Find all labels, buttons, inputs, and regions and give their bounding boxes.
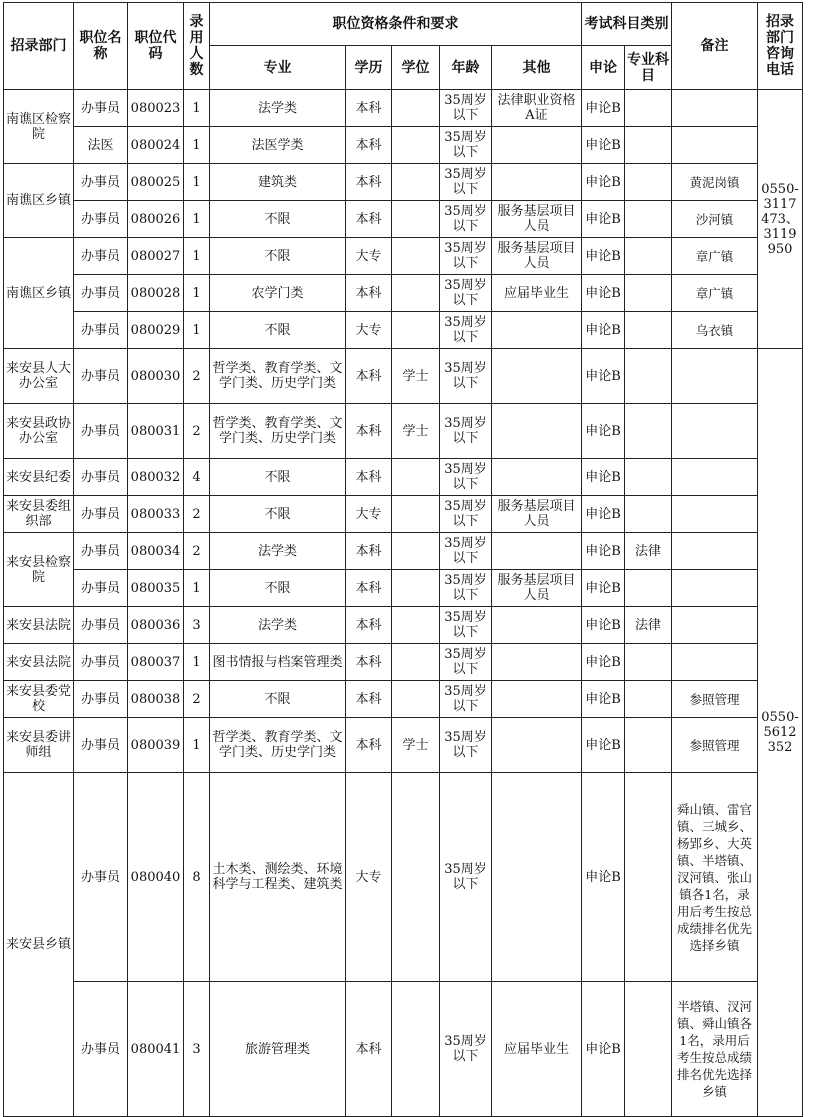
age-cell: 35周岁以下 (440, 570, 492, 607)
headcount-cell: 1 (184, 238, 210, 275)
other-cell (492, 644, 582, 681)
education-cell: 本科 (346, 275, 392, 312)
position-code-cell: 080033 (128, 496, 184, 533)
table-row (4, 275, 803, 312)
major-cell: 不限 (210, 496, 346, 533)
other-cell (492, 127, 582, 164)
age-cell: 35周岁以下 (440, 164, 492, 201)
remarks-cell (672, 90, 758, 127)
specialty-cell (625, 164, 672, 201)
headcount-cell: 3 (184, 607, 210, 644)
major-cell: 不限 (210, 570, 346, 607)
essay-cell: 申论B (582, 164, 625, 201)
headcount-cell: 1 (184, 718, 210, 773)
position-code-cell: 080031 (128, 404, 184, 459)
remarks-cell: 章广镇 (672, 238, 758, 275)
essay-cell: 申论B (582, 275, 625, 312)
headcount-cell: 2 (184, 349, 210, 404)
position-code-cell: 080026 (128, 201, 184, 238)
position-name-cell: 法医 (74, 127, 128, 164)
other-cell (492, 533, 582, 570)
other-cell: 应届毕业生 (492, 982, 582, 1117)
position-code-cell: 080041 (128, 982, 184, 1117)
position-name-cell: 办事员 (74, 201, 128, 238)
table-row (4, 312, 803, 349)
specialty-cell (625, 681, 672, 718)
table-row (4, 681, 803, 718)
position-name-cell: 办事员 (74, 644, 128, 681)
age-cell: 35周岁以下 (440, 90, 492, 127)
other-cell (492, 718, 582, 773)
age-cell: 35周岁以下 (440, 201, 492, 238)
age-cell: 35周岁以下 (440, 127, 492, 164)
degree-cell (392, 201, 440, 238)
age-cell: 35周岁以下 (440, 982, 492, 1117)
dept-cell: 来安县乡镇 (4, 773, 74, 1117)
age-cell: 35周岁以下 (440, 349, 492, 404)
other-cell (492, 312, 582, 349)
major-cell: 建筑类 (210, 164, 346, 201)
position-name-cell: 办事员 (74, 773, 128, 982)
other-cell: 应届毕业生 (492, 275, 582, 312)
degree-cell (392, 238, 440, 275)
other-cell (492, 164, 582, 201)
essay-cell: 申论B (582, 644, 625, 681)
header-qualifications: 职位资格条件和要求 (210, 3, 582, 46)
remarks-cell (672, 607, 758, 644)
degree-cell (392, 496, 440, 533)
position-name-cell: 办事员 (74, 404, 128, 459)
major-cell: 不限 (210, 238, 346, 275)
position-code-cell: 080034 (128, 533, 184, 570)
dept-cell: 南谯区检察院 (4, 90, 74, 164)
specialty-cell (625, 459, 672, 496)
essay-cell: 申论B (582, 773, 625, 982)
degree-cell (392, 570, 440, 607)
essay-cell: 申论B (582, 201, 625, 238)
degree-cell (392, 459, 440, 496)
remarks-cell: 乌衣镇 (672, 312, 758, 349)
specialty-cell (625, 201, 672, 238)
header-headcount: 录用人数 (184, 3, 210, 90)
degree-cell (392, 164, 440, 201)
education-cell: 本科 (346, 644, 392, 681)
education-cell: 本科 (346, 570, 392, 607)
position-name-cell: 办事员 (74, 681, 128, 718)
remarks-cell (672, 459, 758, 496)
essay-cell: 申论B (582, 533, 625, 570)
education-cell: 本科 (346, 681, 392, 718)
header-degree: 学位 (392, 46, 440, 90)
age-cell: 35周岁以下 (440, 312, 492, 349)
education-cell: 大专 (346, 773, 392, 982)
age-cell: 35周岁以下 (440, 644, 492, 681)
other-cell (492, 607, 582, 644)
headcount-cell: 1 (184, 275, 210, 312)
essay-cell: 申论B (582, 349, 625, 404)
headcount-cell: 3 (184, 982, 210, 1117)
remarks-cell (672, 570, 758, 607)
major-cell: 法医学类 (210, 127, 346, 164)
other-cell: 服务基层项目人员 (492, 496, 582, 533)
education-cell: 本科 (346, 90, 392, 127)
remarks-cell: 舜山镇、雷官镇、三城乡、杨郢乡、大英镇、半塔镇、汊河镇、张山镇各1名，录用后考生按总成绩排名优先选择乡镇 (672, 773, 758, 982)
age-cell: 35周岁以下 (440, 496, 492, 533)
header-contact-phone: 招录部门咨询电话 (758, 3, 803, 90)
position-code-cell: 080040 (128, 773, 184, 982)
header-dept: 招录部门 (4, 3, 74, 90)
position-code-cell: 080032 (128, 459, 184, 496)
position-name-cell: 办事员 (74, 459, 128, 496)
headcount-cell: 8 (184, 773, 210, 982)
position-name-cell: 办事员 (74, 238, 128, 275)
specialty-cell (625, 496, 672, 533)
position-code-cell: 080036 (128, 607, 184, 644)
essay-cell: 申论B (582, 607, 625, 644)
essay-cell: 申论B (582, 681, 625, 718)
other-cell: 服务基层项目人员 (492, 570, 582, 607)
table-row (4, 90, 803, 127)
major-cell: 法学类 (210, 90, 346, 127)
position-code-cell: 080028 (128, 275, 184, 312)
essay-cell: 申论B (582, 238, 625, 275)
table-row (4, 349, 803, 404)
major-cell: 不限 (210, 312, 346, 349)
degree-cell (392, 773, 440, 982)
other-cell (492, 459, 582, 496)
degree-cell (392, 607, 440, 644)
age-cell: 35周岁以下 (440, 533, 492, 570)
position-name-cell: 办事员 (74, 349, 128, 404)
dept-cell: 来安县委讲师组 (4, 718, 74, 773)
dept-cell: 来安县委组织部 (4, 496, 74, 533)
specialty-cell (625, 349, 672, 404)
education-cell: 本科 (346, 533, 392, 570)
age-cell: 35周岁以下 (440, 607, 492, 644)
remarks-cell (672, 644, 758, 681)
remarks-cell (672, 349, 758, 404)
dept-cell: 来安县人大办公室 (4, 349, 74, 404)
essay-cell: 申论B (582, 570, 625, 607)
position-name-cell: 办事员 (74, 496, 128, 533)
dept-cell: 来安县纪委 (4, 459, 74, 496)
specialty-cell (625, 238, 672, 275)
table-row (4, 718, 803, 773)
major-cell: 不限 (210, 459, 346, 496)
degree-cell (392, 533, 440, 570)
phone-cell: 0550-3117473、3119950 (758, 90, 803, 349)
major-cell: 农学门类 (210, 275, 346, 312)
remarks-cell: 章广镇 (672, 275, 758, 312)
header-exam-subjects: 考试科目类别 (582, 3, 672, 46)
dept-cell: 来安县政协办公室 (4, 404, 74, 459)
specialty-cell (625, 312, 672, 349)
major-cell: 法学类 (210, 607, 346, 644)
specialty-cell (625, 127, 672, 164)
specialty-cell: 法律 (625, 533, 672, 570)
specialty-cell (625, 570, 672, 607)
essay-cell: 申论B (582, 718, 625, 773)
headcount-cell: 1 (184, 127, 210, 164)
specialty-cell: 法律 (625, 607, 672, 644)
remarks-cell: 黄泥岗镇 (672, 164, 758, 201)
header-major: 专业 (210, 46, 346, 90)
specialty-cell (625, 718, 672, 773)
major-cell: 不限 (210, 681, 346, 718)
table-row (4, 570, 803, 607)
headcount-cell: 1 (184, 164, 210, 201)
specialty-cell (625, 644, 672, 681)
position-name-cell: 办事员 (74, 570, 128, 607)
specialty-cell (625, 404, 672, 459)
major-cell: 哲学类、教育学类、文学门类、历史学门类 (210, 349, 346, 404)
dept-cell: 来安县法院 (4, 644, 74, 681)
specialty-cell (625, 773, 672, 982)
essay-cell: 申论B (582, 90, 625, 127)
education-cell: 本科 (346, 349, 392, 404)
other-cell (492, 404, 582, 459)
headcount-cell: 1 (184, 644, 210, 681)
age-cell: 35周岁以下 (440, 718, 492, 773)
degree-cell: 学士 (392, 349, 440, 404)
major-cell: 法学类 (210, 533, 346, 570)
dept-cell: 来安县委党校 (4, 681, 74, 718)
age-cell: 35周岁以下 (440, 681, 492, 718)
education-cell: 大专 (346, 312, 392, 349)
table-row (4, 127, 803, 164)
education-cell: 本科 (346, 982, 392, 1117)
remarks-cell: 参照管理 (672, 681, 758, 718)
position-name-cell: 办事员 (74, 90, 128, 127)
position-code-cell: 080038 (128, 681, 184, 718)
degree-cell (392, 312, 440, 349)
headcount-cell: 2 (184, 681, 210, 718)
other-cell: 法律职业资格A证 (492, 90, 582, 127)
table-row (4, 459, 803, 496)
other-cell: 服务基层项目人员 (492, 201, 582, 238)
table-row (4, 496, 803, 533)
remarks-cell (672, 404, 758, 459)
headcount-cell: 2 (184, 533, 210, 570)
position-name-cell: 办事员 (74, 607, 128, 644)
headcount-cell: 1 (184, 312, 210, 349)
degree-cell: 学士 (392, 718, 440, 773)
position-code-cell: 080039 (128, 718, 184, 773)
other-cell (492, 773, 582, 982)
position-name-cell: 办事员 (74, 718, 128, 773)
table-row (4, 533, 803, 570)
position-code-cell: 080035 (128, 570, 184, 607)
degree-cell (392, 275, 440, 312)
age-cell: 35周岁以下 (440, 404, 492, 459)
position-name-cell: 办事员 (74, 533, 128, 570)
remarks-cell: 半塔镇、汊河镇、舜山镇各1名，录用后考生按总成绩排名优先选择乡镇 (672, 982, 758, 1117)
major-cell: 不限 (210, 201, 346, 238)
table-row (4, 404, 803, 459)
position-name-cell: 办事员 (74, 164, 128, 201)
position-name-cell: 办事员 (74, 982, 128, 1117)
remarks-cell (672, 533, 758, 570)
education-cell: 本科 (346, 404, 392, 459)
education-cell: 本科 (346, 718, 392, 773)
header-position-code: 职位代码 (128, 3, 184, 90)
headcount-cell: 2 (184, 496, 210, 533)
education-cell: 大专 (346, 496, 392, 533)
other-cell: 服务基层项目人员 (492, 238, 582, 275)
header-other: 其他 (492, 46, 582, 90)
major-cell: 图书情报与档案管理类 (210, 644, 346, 681)
education-cell: 本科 (346, 127, 392, 164)
header-position-name: 职位名称 (74, 3, 128, 90)
remarks-cell: 沙河镇 (672, 201, 758, 238)
age-cell: 35周岁以下 (440, 238, 492, 275)
age-cell: 35周岁以下 (440, 773, 492, 982)
specialty-cell (625, 982, 672, 1117)
dept-cell: 来安县检察院 (4, 533, 74, 607)
position-code-cell: 080023 (128, 90, 184, 127)
table-row (4, 238, 803, 275)
headcount-cell: 1 (184, 201, 210, 238)
table-row (4, 982, 803, 1117)
degree-cell (392, 90, 440, 127)
degree-cell: 学士 (392, 404, 440, 459)
header-specialty-subject: 专业科目 (625, 46, 672, 90)
position-code-cell: 080024 (128, 127, 184, 164)
table-row (4, 201, 803, 238)
position-code-cell: 080025 (128, 164, 184, 201)
education-cell: 本科 (346, 201, 392, 238)
header-education: 学历 (346, 46, 392, 90)
essay-cell: 申论B (582, 312, 625, 349)
degree-cell (392, 681, 440, 718)
position-name-cell: 办事员 (74, 275, 128, 312)
specialty-cell (625, 90, 672, 127)
headcount-cell: 1 (184, 90, 210, 127)
remarks-cell (672, 496, 758, 533)
other-cell (492, 681, 582, 718)
degree-cell (392, 982, 440, 1117)
headcount-cell: 2 (184, 404, 210, 459)
header-remarks: 备注 (672, 3, 758, 90)
education-cell: 本科 (346, 607, 392, 644)
table-row (4, 644, 803, 681)
degree-cell (392, 127, 440, 164)
table-row (4, 164, 803, 201)
position-code-cell: 080029 (128, 312, 184, 349)
essay-cell: 申论B (582, 982, 625, 1117)
other-cell (492, 349, 582, 404)
major-cell: 哲学类、教育学类、文学门类、历史学门类 (210, 404, 346, 459)
recruitment-table (3, 2, 803, 1117)
essay-cell: 申论B (582, 459, 625, 496)
remarks-cell (672, 127, 758, 164)
position-name-cell: 办事员 (74, 312, 128, 349)
degree-cell (392, 644, 440, 681)
essay-cell: 申论B (582, 127, 625, 164)
education-cell: 本科 (346, 164, 392, 201)
position-code-cell: 080027 (128, 238, 184, 275)
education-cell: 本科 (346, 459, 392, 496)
position-code-cell: 080037 (128, 644, 184, 681)
dept-cell: 南谯区乡镇 (4, 238, 74, 349)
table-row (4, 773, 803, 982)
age-cell: 35周岁以下 (440, 459, 492, 496)
dept-cell: 南谯区乡镇 (4, 164, 74, 238)
essay-cell: 申论B (582, 496, 625, 533)
dept-cell: 来安县法院 (4, 607, 74, 644)
headcount-cell: 4 (184, 459, 210, 496)
header-age: 年龄 (440, 46, 492, 90)
major-cell: 旅游管理类 (210, 982, 346, 1117)
age-cell: 35周岁以下 (440, 275, 492, 312)
header-essay: 申论 (582, 46, 625, 90)
position-code-cell: 080030 (128, 349, 184, 404)
headcount-cell: 1 (184, 570, 210, 607)
remarks-cell: 参照管理 (672, 718, 758, 773)
table-row (4, 607, 803, 644)
major-cell: 土木类、测绘类、环境科学与工程类、建筑类 (210, 773, 346, 982)
phone-cell: 0550-5612352 (758, 349, 803, 1117)
major-cell: 哲学类、教育学类、文学门类、历史学门类 (210, 718, 346, 773)
specialty-cell (625, 275, 672, 312)
essay-cell: 申论B (582, 404, 625, 459)
education-cell: 大专 (346, 238, 392, 275)
